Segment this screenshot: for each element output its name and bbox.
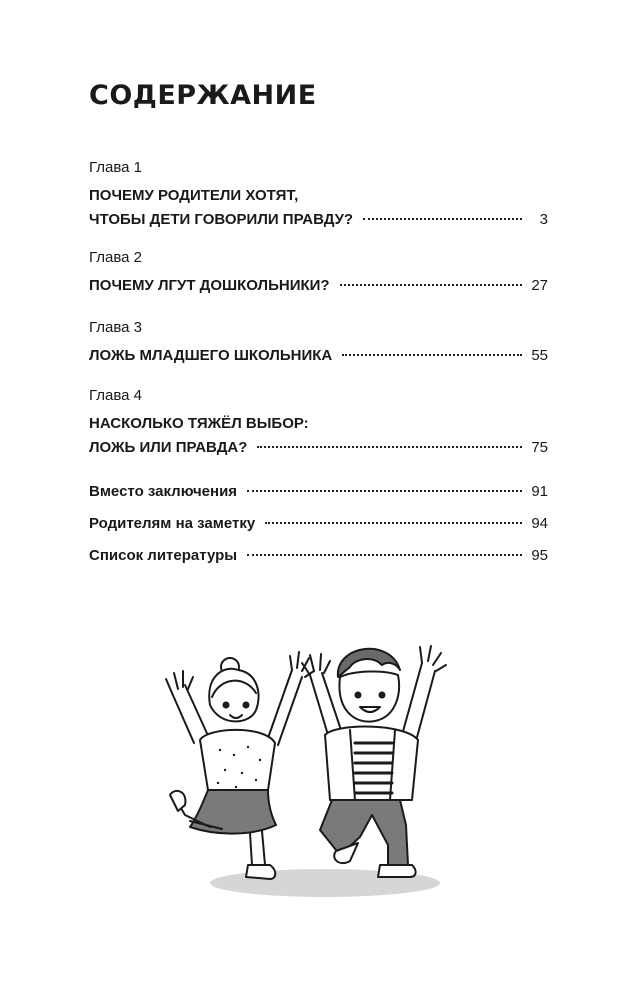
chapter-title-line-1: ПОЧЕМУ ЛГУТ ДОШКОЛЬНИКИ? 27 xyxy=(89,274,548,298)
chapter-title-line-2: ЛОЖЬ ИЛИ ПРАВДА? 75 xyxy=(89,436,548,460)
page-number: 27 xyxy=(531,277,548,294)
chapter-label: Глава 3 xyxy=(89,319,143,336)
toc-entry-conclusion[interactable] xyxy=(89,480,548,504)
chapter-title-line-1: ПОЧЕМУ РОДИТЕЛИ ХОТЯТ, xyxy=(89,187,299,204)
chapter-title-line-1: НАСКОЛЬКО ТЯЖЁЛ ВЫБОР: xyxy=(89,415,309,432)
chapter-label: Глава 2 xyxy=(89,249,143,266)
chapter-label: Глава 4 xyxy=(89,387,143,404)
leader-dots xyxy=(247,554,522,556)
chapter-label: Глава 1 xyxy=(89,159,143,176)
extra-line: Вместо заключения 91 xyxy=(89,480,548,504)
extra-line: Список литературы 95 xyxy=(89,544,548,568)
chapter-title-line-1: ЛОЖЬ МЛАДШЕГО ШКОЛЬНИКА 55 xyxy=(89,344,548,368)
toc-entry-chapter-1[interactable] xyxy=(89,158,548,232)
leader-dots xyxy=(342,354,522,356)
leader-dots xyxy=(247,490,522,492)
extra-line: Родителям на заметку 94 xyxy=(89,512,548,536)
page-number: 91 xyxy=(531,483,548,500)
leader-dots xyxy=(257,446,522,448)
leader-dots xyxy=(363,218,522,220)
jumping-children-illustration xyxy=(150,615,470,915)
toc-entry-chapter-4[interactable] xyxy=(89,386,548,460)
toc-entry-chapter-2[interactable] xyxy=(89,248,548,298)
page-number: 95 xyxy=(531,547,548,564)
toc-entry-parents-notes[interactable] xyxy=(89,512,548,536)
page-number: 94 xyxy=(531,515,548,532)
toc-entry-bibliography[interactable] xyxy=(89,544,548,568)
leader-dots xyxy=(340,284,522,286)
page-number: 55 xyxy=(531,347,548,364)
page-number: 3 xyxy=(539,211,548,228)
chapter-title-line-2: ЧТОБЫ ДЕТИ ГОВОРИЛИ ПРАВДУ? 3 xyxy=(89,208,548,232)
toc-entry-chapter-3[interactable] xyxy=(89,318,548,368)
page-number: 75 xyxy=(531,439,548,456)
leader-dots xyxy=(265,522,522,524)
page-title: СОДЕРЖАНИЕ xyxy=(89,80,317,111)
